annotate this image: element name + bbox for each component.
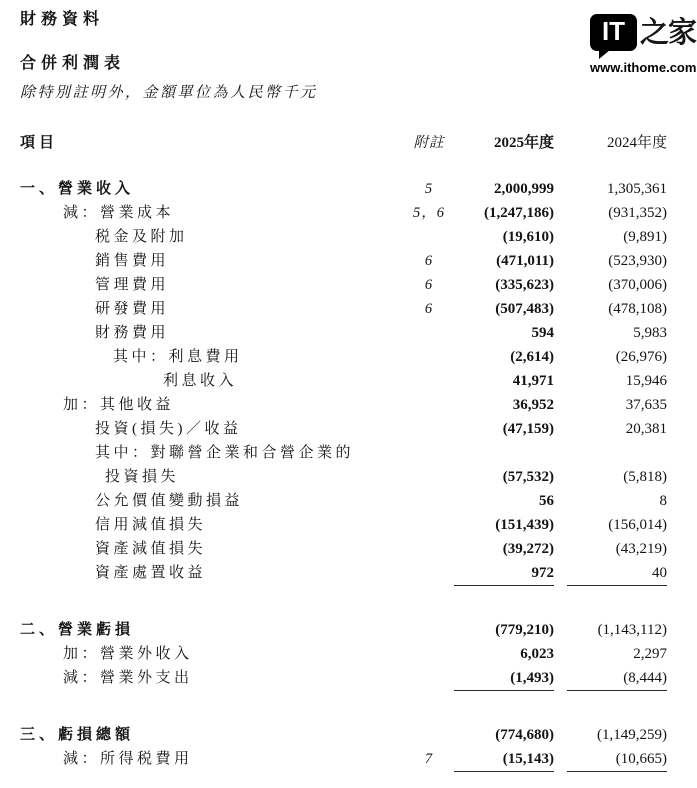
table-row xyxy=(20,273,667,297)
table-row xyxy=(20,417,667,441)
table-row xyxy=(20,225,667,249)
row-value-2024: 37,635 xyxy=(625,397,667,413)
table-row xyxy=(20,177,667,201)
row-value-2024: 15,946 xyxy=(625,373,667,389)
table-row xyxy=(20,465,667,489)
row-value-2024: (478,108) xyxy=(608,301,667,317)
col-header-item: 項目 xyxy=(20,135,59,151)
row-note: 6 xyxy=(424,253,434,269)
table-row xyxy=(20,642,667,666)
row-value-2025: (151,439) xyxy=(495,517,554,533)
row-label: 信用減值損失 xyxy=(95,517,207,533)
ithome-zhijia-calligraphy: 之家 xyxy=(640,15,697,49)
statement-title: 合併利潤表 xyxy=(20,55,126,72)
table-row xyxy=(20,489,667,513)
row-value-2024: (10,665) xyxy=(567,747,667,771)
row-value-2025: 594 xyxy=(531,325,554,341)
col-header-note: 附註 xyxy=(413,135,445,151)
row-value-2024: 20,381 xyxy=(625,421,667,437)
row-note: 6 xyxy=(424,277,434,293)
row-value-2025: (779,210) xyxy=(495,622,554,638)
row-label: 投資(損失)／收益 xyxy=(95,421,242,437)
row-number-prefix: 一、 xyxy=(20,181,59,197)
row-label: 銷售費用 xyxy=(95,253,170,269)
income-table-body xyxy=(20,177,667,771)
table-row xyxy=(20,441,667,465)
row-value-2025: (57,532) xyxy=(502,469,554,485)
row-label: 投資損失 xyxy=(105,469,180,485)
row-value-2024: (370,006) xyxy=(608,277,667,293)
table-row xyxy=(20,723,667,747)
row-label: 公允價值變動損益 xyxy=(95,493,244,509)
row-label: 利息收入 xyxy=(163,373,238,389)
row-label: 減：所得税費用 xyxy=(63,751,193,767)
row-note: 6 xyxy=(424,301,434,317)
col-header-2025: 2025年度 xyxy=(493,135,554,151)
row-label: 加：其他收益 xyxy=(63,397,175,413)
row-value-2025: 56 xyxy=(539,493,554,509)
row-label-text: 虧損總額 xyxy=(58,727,135,743)
row-label: 減：營業外支出 xyxy=(63,670,193,686)
row-value-2024: (1,149,259) xyxy=(597,727,667,743)
col-header-2024: 2024年度 xyxy=(606,135,667,151)
row-label xyxy=(20,723,404,747)
row-label: 資產處置收益 xyxy=(95,565,207,581)
row-label: 財務費用 xyxy=(95,325,170,341)
row-label: 管理費用 xyxy=(95,277,170,293)
table-row xyxy=(20,297,667,321)
row-value-2024: (26,976) xyxy=(615,349,667,365)
row-value-2025: 41,971 xyxy=(512,373,554,389)
row-value-2025: (1,247,186) xyxy=(484,205,554,221)
table-row xyxy=(20,561,667,585)
row-value-2025: (335,623) xyxy=(495,277,554,293)
ithome-logo xyxy=(590,10,697,75)
row-value-2024: (8,444) xyxy=(567,666,667,690)
row-label: 加：營業外收入 xyxy=(63,646,193,662)
table-row xyxy=(20,747,667,771)
row-value-2024: 2,297 xyxy=(633,646,667,662)
row-value-2024: 5,983 xyxy=(633,325,667,341)
row-value-2025: (39,272) xyxy=(502,541,554,557)
row-label: 其中：對聯營企業和合營企業的 xyxy=(95,445,355,461)
table-row xyxy=(20,666,667,690)
ithome-logo-row xyxy=(590,10,697,54)
row-value-2024: 8 xyxy=(659,493,667,509)
row-value-2025: (2,614) xyxy=(510,349,554,365)
row-value-2024: (931,352) xyxy=(608,205,667,221)
table-row xyxy=(20,249,667,273)
row-note: 5，6 xyxy=(413,205,445,221)
row-label-text: 營業虧損 xyxy=(58,622,135,638)
row-note: 5 xyxy=(424,181,434,197)
row-value-2024: (1,143,112) xyxy=(597,622,667,638)
row-value-2025: 36,952 xyxy=(512,397,554,413)
row-label: 資產減值損失 xyxy=(95,541,207,557)
row-value-2024: (9,891) xyxy=(623,229,667,245)
table-row xyxy=(20,513,667,537)
row-number-prefix: 三、 xyxy=(20,727,59,743)
row-value-2025: (15,143) xyxy=(454,747,554,771)
row-value-2025: 6,023 xyxy=(520,646,554,662)
row-label xyxy=(20,618,404,642)
table-row xyxy=(20,321,667,345)
row-value-2024: (523,930) xyxy=(608,253,667,269)
table-row xyxy=(20,369,667,393)
row-value-2024: (156,014) xyxy=(608,517,667,533)
row-label xyxy=(20,177,404,201)
row-value-2025: (47,159) xyxy=(502,421,554,437)
row-label: 減：營業成本 xyxy=(63,205,175,221)
row-label: 研發費用 xyxy=(95,301,170,317)
row-value-2025: 972 xyxy=(454,561,554,585)
table-header-row xyxy=(20,131,667,155)
table-row xyxy=(20,201,667,225)
ithome-speech-bubble-icon: IT xyxy=(590,14,637,51)
table-row xyxy=(20,618,667,642)
statement-subtitle: 除特別註明外，金額單位為人民幣千元 xyxy=(20,85,318,101)
row-value-2024: (43,219) xyxy=(615,541,667,557)
table-row xyxy=(20,537,667,561)
row-label: 税金及附加 xyxy=(95,229,188,245)
row-value-2025: (507,483) xyxy=(495,301,554,317)
row-label-text: 營業收入 xyxy=(58,181,135,197)
row-value-2025: (19,610) xyxy=(502,229,554,245)
income-statement-table xyxy=(20,131,667,771)
row-value-2025: 2,000,999 xyxy=(494,181,554,197)
ithome-url: www.ithome.com xyxy=(590,60,697,75)
row-note: 7 xyxy=(424,751,434,767)
row-value-2024: 1,305,361 xyxy=(607,181,667,197)
row-number-prefix: 二、 xyxy=(20,622,59,638)
page-title: 財務資料 xyxy=(20,11,105,28)
row-value-2024: (5,818) xyxy=(623,469,667,485)
row-value-2025: (471,011) xyxy=(496,253,554,269)
row-value-2025: (774,680) xyxy=(495,727,554,743)
row-value-2024: 40 xyxy=(567,561,667,585)
table-row xyxy=(20,345,667,369)
row-label: 其中：利息費用 xyxy=(113,349,243,365)
table-row xyxy=(20,393,667,417)
row-value-2025: (1,493) xyxy=(454,666,554,690)
